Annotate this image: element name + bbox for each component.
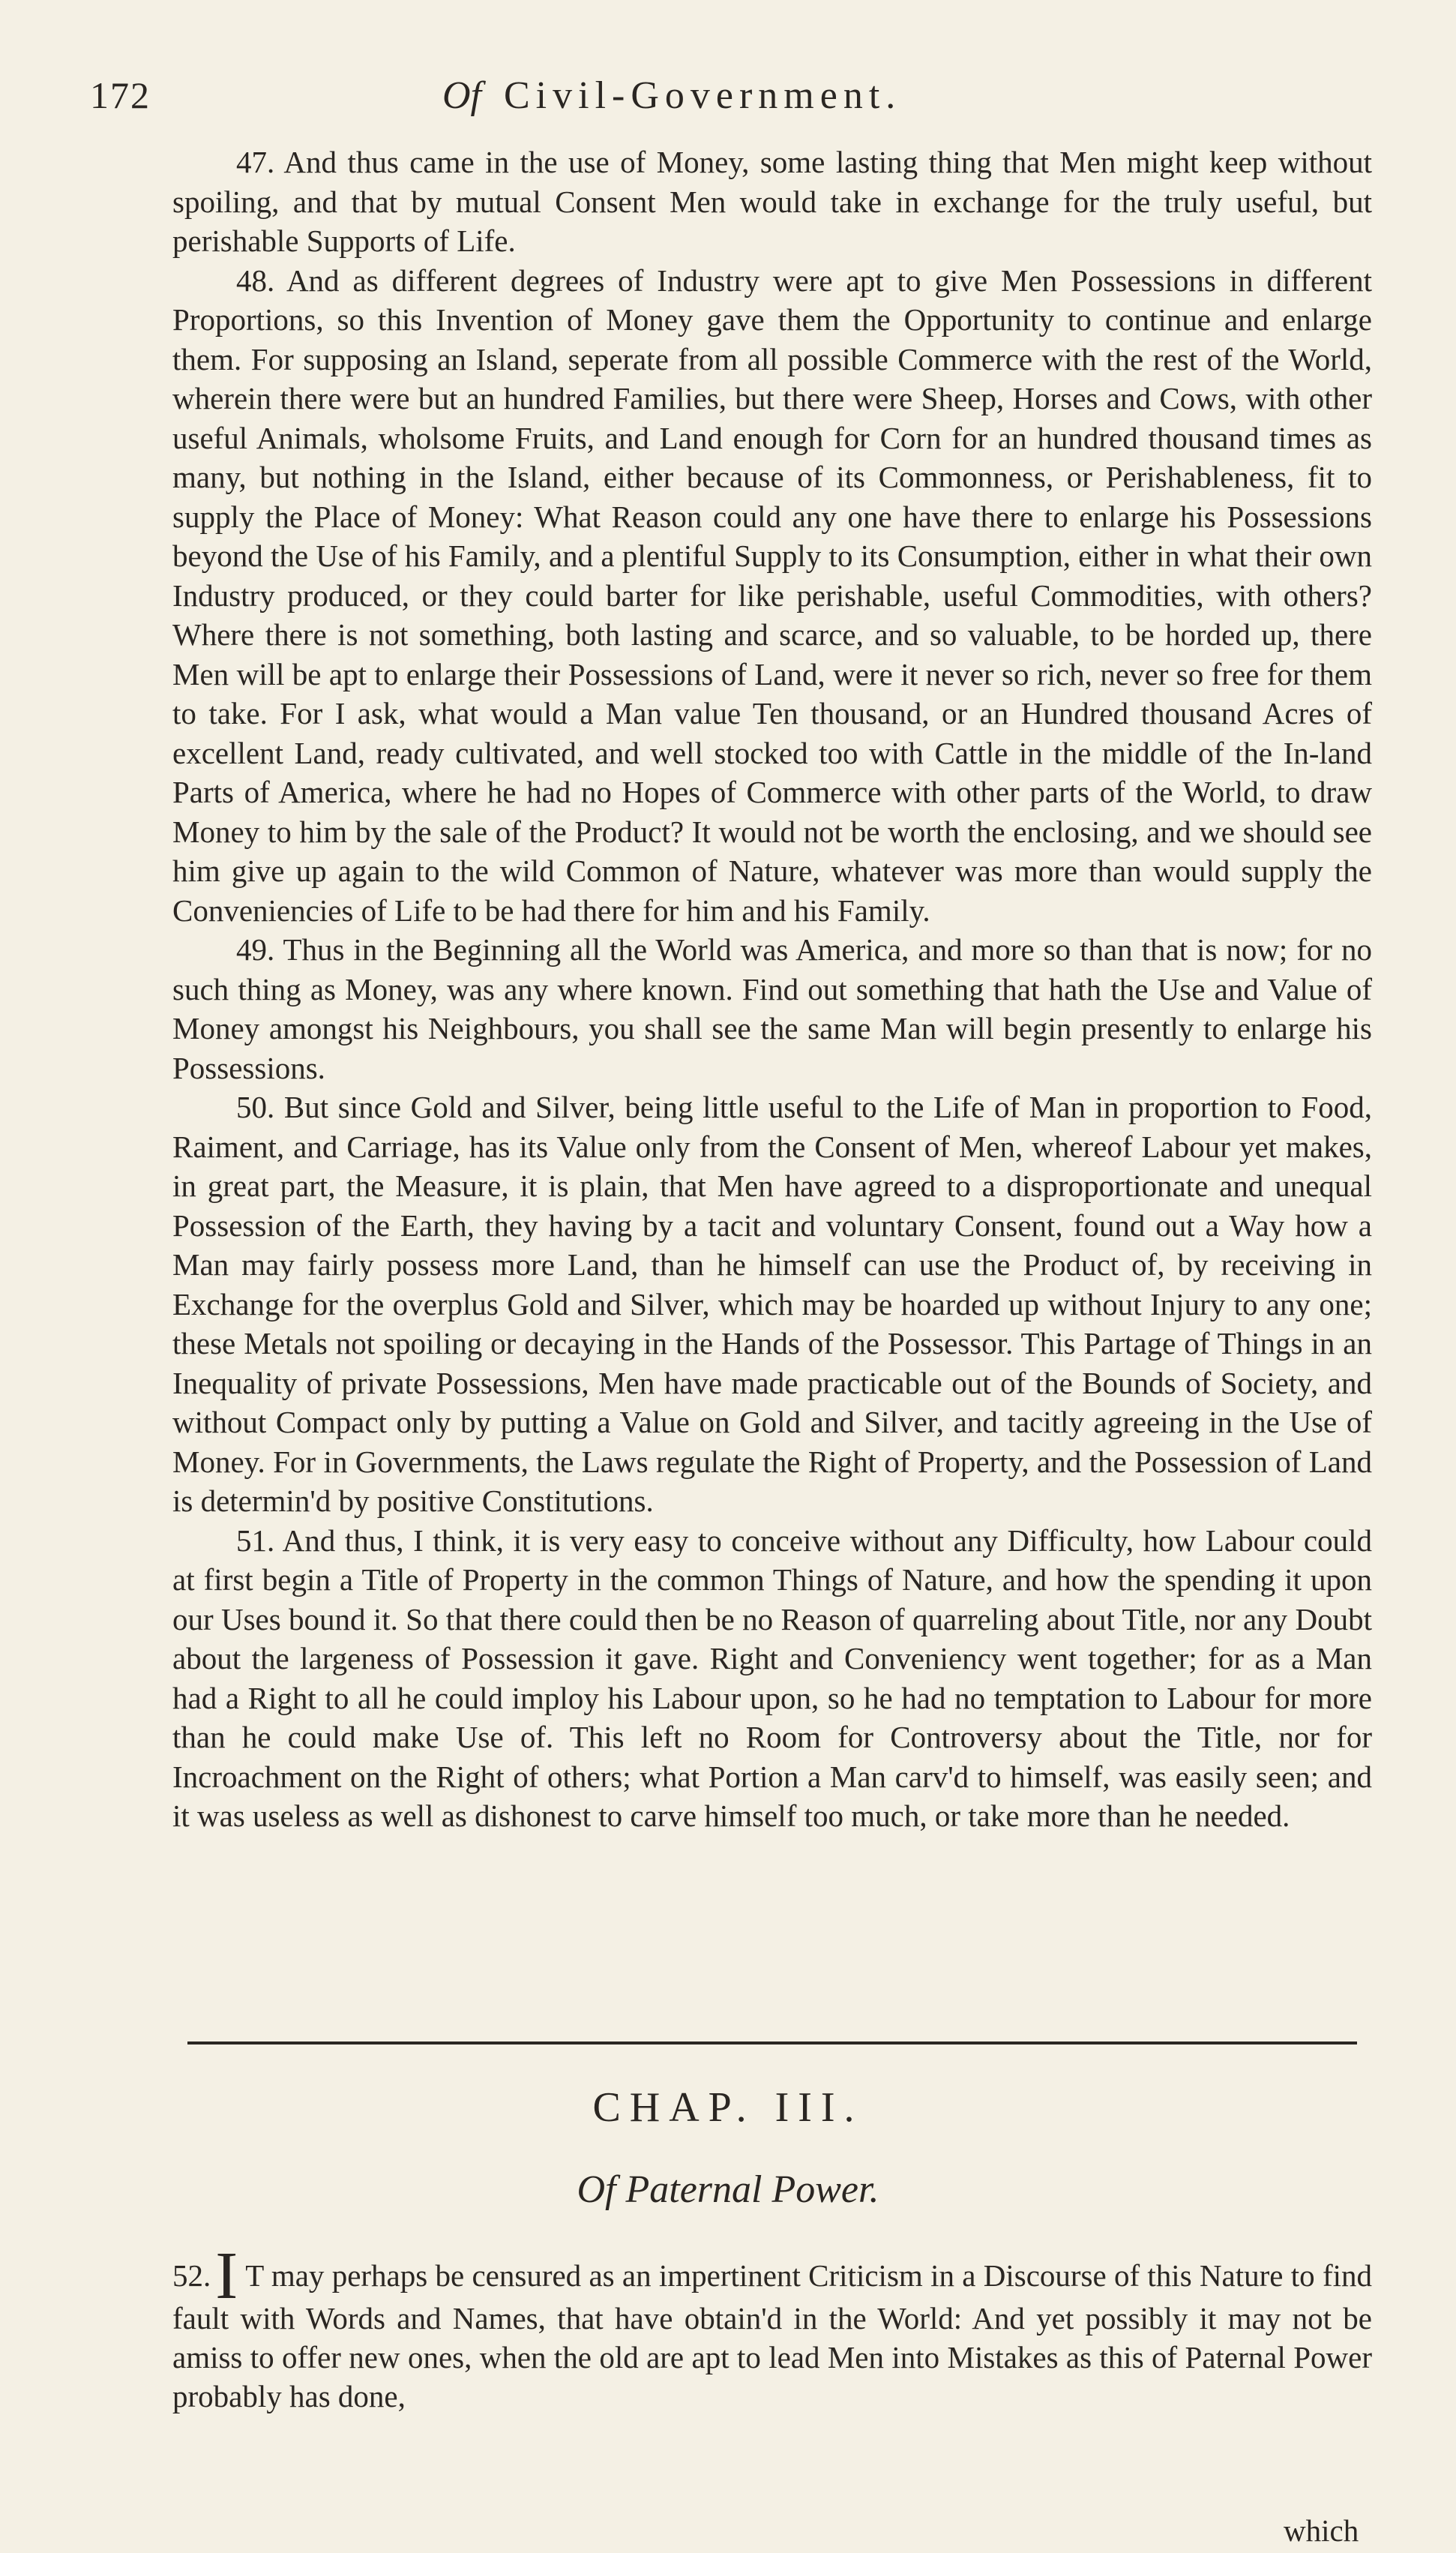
paragraph-47: 47. And thus came in the use of Money, some lasting thing that Men might keep without spoiling, and that by mutual Consent Men would take in exchange for the truly useful, but perishable Supports of Life. bbox=[172, 145, 1372, 258]
catchword: which bbox=[1284, 2513, 1359, 2548]
page-header bbox=[90, 74, 1365, 134]
section-52 bbox=[172, 2239, 1372, 2416]
chapter-subtitle: Of Paternal Power. bbox=[577, 2168, 879, 2211]
paragraph-51: 51. And thus, I think, it is very easy to conceive without any Difficulty, how Labour could at first begin a Title of Property in the common Things of Nature, and how the spending it upon our Uses bound it. So that there could then be no Reason of quarreling about Title, nor any Doubt about the largeness of Possession it gave. Right and Conveniency went together; for as a Man had a Right to all he could imploy his Labour upon, so he had no temptation to Labour for more than he could make Use of. This left no Room for Controversy about the Title, nor for Incroachment on the Right of others; what Portion a Man carv'd to himself, was easily seen; and it was useless as well as dishonest to carve himself too much, or take more than he needed. bbox=[172, 1522, 1372, 1833]
section-number: 52. bbox=[172, 2258, 211, 2293]
paragraph-48: 48. And as different degrees of Industry were apt to give Men Possessions in different Proportions, so this Invention of Money gave them the Opportunity to continue and enlarge them. For supposing an Island, seperate from all possible Commerce with the rest of the World, wherein there were but an hundred Families, but there were Sheep, Horses and Cows, with other useful Animals, wholsome Fruits, and Land enough for Corn for an hundred thousand times as many, but nothing in the Island, either because of its Commonness, or Perishableness, fit to supply the Place of Money: What Reason could any one have there to enlarge his Possessions beyond the Use of his Family, and a plentiful Supply to its Consumption, either in what their own Industry produced, or they could barter for like perishable, useful Commodities, with others? Where there is not something, both lasting and scarce, and so valuable, to be horded up, there Men will be apt to enlarge their Possessions of Land, were it never so rich, never so free for them to take. For I ask, what would a Man value Ten thousand, or an Hundred thousand Acres of excellent Land, ready cultivated, and well stocked too with Cattle in the middle of the In-land Parts of America, where he had no Hopes of Commerce with other parts of the World, to draw Money to him by the sale of the Product? It would not be worth the enclosing, and we should see him give up again to the wild Common of Nature, whatever was more than would supply the Conveniencies of Life to be had there for him and his Family. bbox=[172, 262, 1372, 928]
page-number: 172 bbox=[90, 74, 151, 116]
running-title bbox=[442, 74, 901, 118]
running-title-of: Of bbox=[442, 74, 481, 117]
paragraph-50: 50. But since Gold and Silver, being little useful to the Life of Man in proportion to Food, Raiment, and Carriage, has its Value only from the Consent of Men, whereof Labour yet makes, in great part, the Measure, it is plain, that Men have agreed to a disproportionate and unequal Possession of the Earth, they having by a tacit and voluntary Consent, found out a Way how a Man may fairly possess more Land, than he himself can use the Product of, by receiving in Exchange for the overplus Gold and Silver, which may be hoarded up without Injury to any one; these Metals not spoiling or decaying in the Hands of the Possessor. This Partage of Things in an Inequality of private Possessions, Men have made practicable out of the Bounds of Society, and without Compact only by putting a Value on Gold and Silver, and tacitly agreeing in the Use of Money. For in Governments, the Laws regulate the Right of Property, and the Possession of Land is determin'd by positive Constitutions. bbox=[172, 1090, 1372, 1518]
chapter-heading: CHAP. III. bbox=[592, 2084, 864, 2131]
paragraph-52-text: T may perhaps be censured as an impertinent Criticism in a Discourse of this Nature to find fault with Words and Names, that have obtain'd in the World: And yet possibly it may not be amiss to offer new ones, when the old are apt to lead Men into Mistakes as this of Paternal Power probably has done, bbox=[172, 2258, 1372, 2414]
chapter-body-text bbox=[172, 142, 1372, 1836]
paragraph-52 bbox=[172, 2239, 1372, 2416]
drop-cap: I bbox=[215, 2239, 238, 2313]
section-divider-rule bbox=[187, 2042, 1357, 2044]
running-title-main: Civil-Government. bbox=[504, 74, 902, 117]
paragraph-49: 49. Thus in the Beginning all the World was America, and more so than that is now; for no such thing as Money, was any where known. Find out something that hath the Use and Value of Money amongst his Neighbours, you shall see the same Man will begin presently to enlarge his Possessions. bbox=[172, 932, 1372, 1085]
